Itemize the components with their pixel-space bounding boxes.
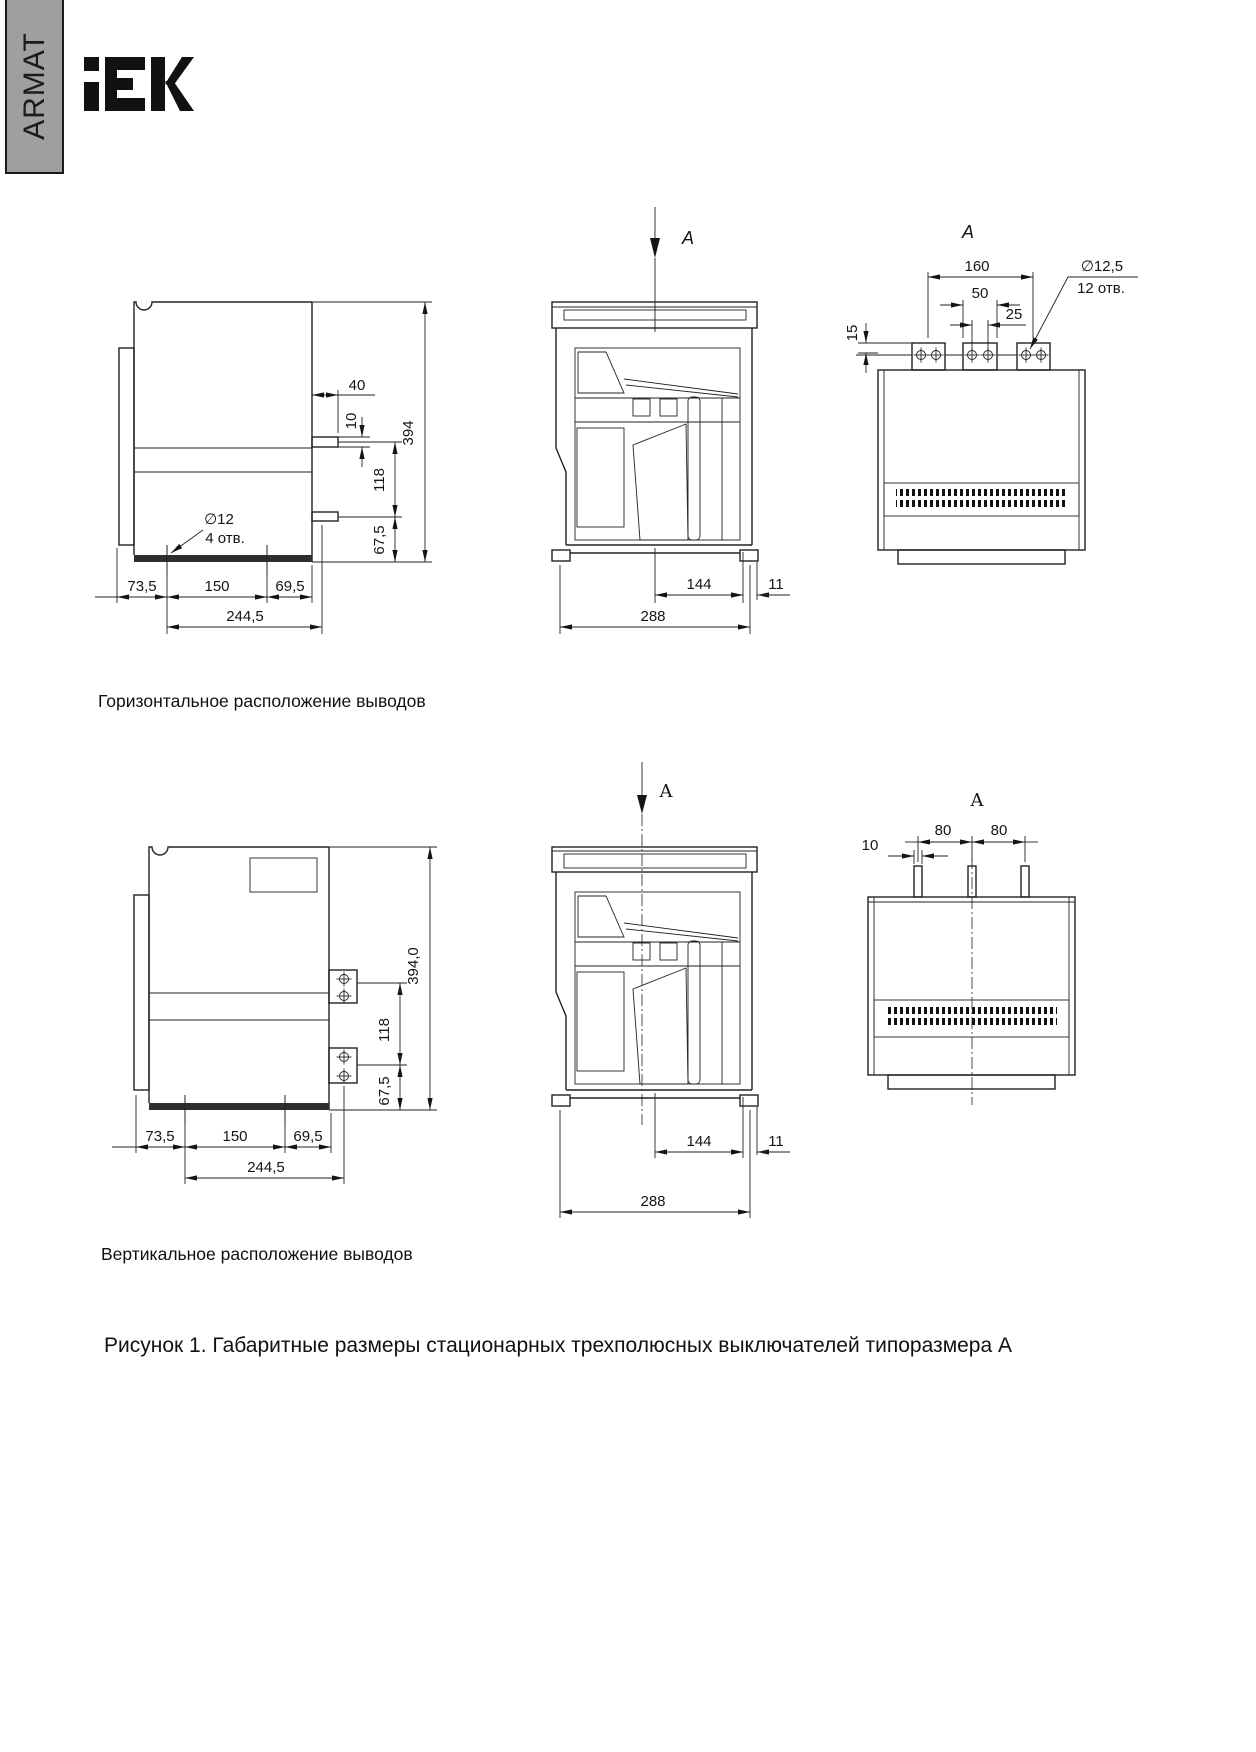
dim-40: 40 <box>348 377 366 394</box>
dim-288: 288 <box>640 1193 666 1210</box>
dim-80-left: 80 <box>934 822 952 839</box>
h-side-dimensions <box>95 302 432 634</box>
v-front-dimensions <box>560 1093 790 1218</box>
dim-73-5: 73,5 <box>127 578 157 595</box>
dim-15: 15 <box>844 324 861 342</box>
dim-10: 10 <box>343 412 360 430</box>
series-banner <box>5 0 64 174</box>
dim-80-right: 80 <box>990 822 1008 839</box>
hole-note-diameter: ∅12 <box>204 511 234 528</box>
h-side-view <box>70 240 440 640</box>
dim-144: 144 <box>686 576 712 593</box>
h-front-view <box>460 180 810 640</box>
dim-69-5: 69,5 <box>293 1128 323 1145</box>
dim-244-5: 244,5 <box>226 608 264 625</box>
figure-caption: Рисунок 1. Габаритные размеры стационарных трехполюсных выключателей типоразмера А <box>104 1334 1013 1357</box>
v-front-section-mark <box>637 762 674 1125</box>
iek-logo-glyphs <box>84 57 194 111</box>
dim-50: 50 <box>971 285 989 302</box>
dim-69-5: 69,5 <box>275 578 305 595</box>
h-front-section-mark <box>650 207 694 332</box>
dim-11: 11 <box>768 576 784 593</box>
dim-73-5: 73,5 <box>145 1128 175 1145</box>
dim-118: 118 <box>376 1018 393 1042</box>
series-banner-label: ARMAT <box>17 32 51 140</box>
dim-160: 160 <box>964 258 990 275</box>
caption-horizontal: Горизонтальное расположение выводов <box>98 691 426 711</box>
dim-118: 118 <box>371 468 388 492</box>
h-top-hole-count: 12 отв. <box>1077 280 1125 297</box>
dim-144: 144 <box>686 1133 712 1150</box>
v-front-body <box>552 847 758 1106</box>
dim-11: 11 <box>768 1133 784 1150</box>
v-top-dimensions <box>862 822 1038 864</box>
dim-150: 150 <box>222 1128 248 1145</box>
h-front-section-label: A <box>681 228 695 248</box>
dim-288: 288 <box>640 608 666 625</box>
iek-logo <box>84 56 194 112</box>
caption-vertical: Вертикальное расположение выводов <box>101 1244 413 1264</box>
dim-67-5: 67,5 <box>371 525 388 555</box>
h-front-body <box>552 302 758 561</box>
h-top-hole-diameter: ∅12,5 <box>1080 258 1124 275</box>
h-top-section-label: A <box>961 222 975 242</box>
hole-note-count: 4 отв. <box>205 530 245 547</box>
dim-244-5: 244,5 <box>247 1159 285 1176</box>
dim-67-5: 67,5 <box>376 1076 393 1106</box>
v-front-section-label: A <box>659 781 673 802</box>
v-side-view <box>80 790 450 1190</box>
dim-150: 150 <box>204 578 230 595</box>
h-top-body <box>856 343 1085 564</box>
v-top-section-label: A <box>970 790 984 811</box>
dim-10: 10 <box>861 837 879 854</box>
dim-25: 25 <box>1005 306 1023 323</box>
h-top-view <box>840 190 1150 580</box>
dim-394-0: 394,0 <box>405 947 422 985</box>
v-top-view <box>830 780 1150 1110</box>
v-side-dimensions <box>112 847 437 1184</box>
v-top-body <box>868 857 1075 1105</box>
dim-394: 394 <box>400 420 417 446</box>
v-side-body <box>134 847 357 1125</box>
v-front-view <box>460 740 810 1220</box>
